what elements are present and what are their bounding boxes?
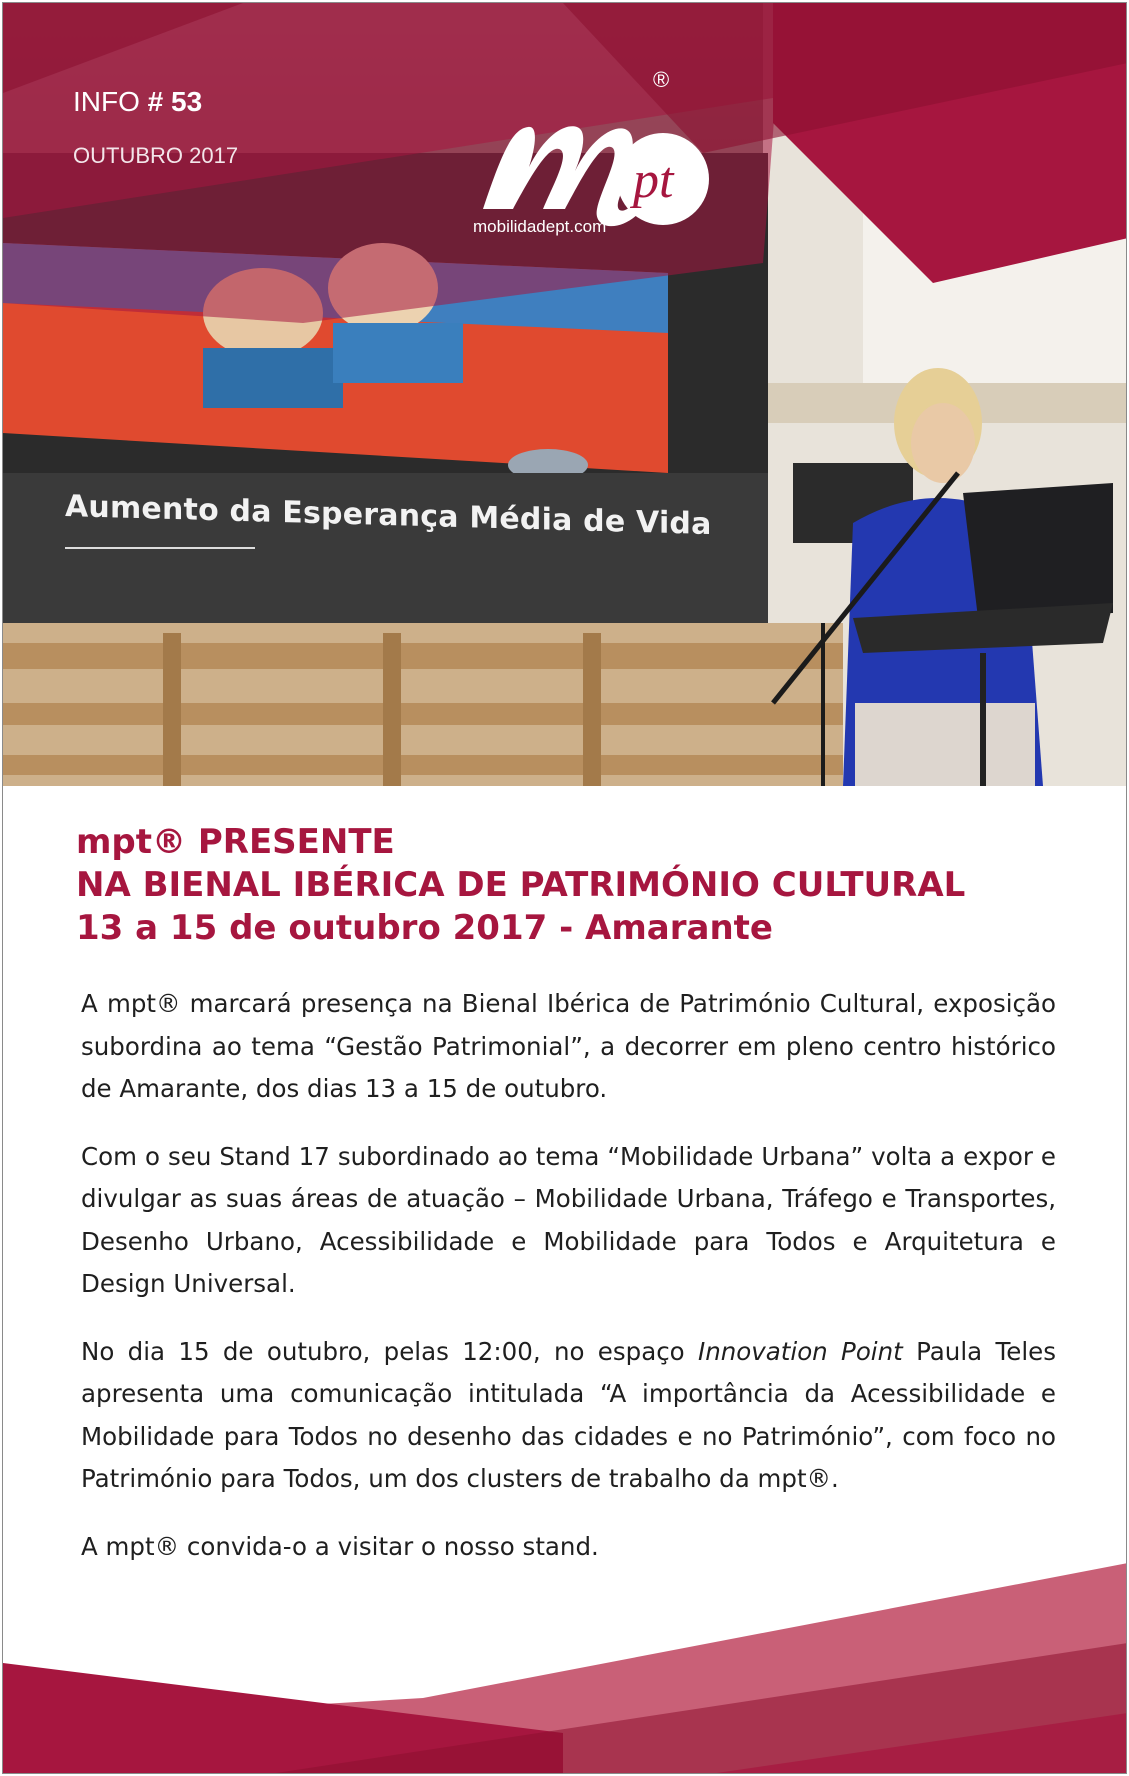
hero-photo [3, 3, 1127, 786]
screen-underline [65, 547, 255, 549]
registered-mark: ® [653, 67, 670, 92]
paragraph-3: No dia 15 de outubro, pelas 12:00, no espaço Innovation Point Paula Teles apresenta uma comunicação intitulada “A importância da Acessibilidade e Mobilidade para Todos no desenho das cidades e no Património”, com foco no Património para Todos, um dos clusters de trabalho da mpt®. [81, 1336, 1056, 1493]
paragraph-4: A mpt® convida-o a visitar o nosso stand. [81, 1531, 599, 1561]
paragraph-2: Com o seu Stand 17 subordinado ao tema “Mobilidade Urbana” volta a expor e divulgar as suas áreas de atuação – Mobilidade Urbana, Tráfego e Transportes, Desenho Urbano, Acessibilidade e Mobilidade para Todos e Arquitetura e Design Universal. [81, 1141, 1056, 1298]
headline-line-2: NA BIENAL IBÉRICA DE PATRIMÓNIO CULTURAL [76, 865, 966, 905]
headline-line-3: 13 a 15 de outubro 2017 - Amarante [76, 908, 773, 948]
headline-line-1: mpt® PRESENTE [76, 822, 395, 862]
newsletter-page [2, 2, 1127, 1774]
svg-text:pt: pt [633, 152, 674, 209]
article-headline [76, 821, 1076, 950]
screen-caption: Aumento da Esperança Média de Vida [65, 488, 712, 543]
issue-number: INFO # 53 [73, 86, 203, 117]
innovation-point-text: Innovation Point [698, 1336, 903, 1366]
footer-decoration [3, 1563, 1127, 1774]
issue-date: OUTUBRO 2017 [73, 143, 239, 168]
logo-website: mobilidadept.com [473, 217, 607, 236]
paragraph-1: A mpt® marcará presença na Bienal Ibérica de Património Cultural, exposição subordina ao tema “Gestão Patrimonial”, a decorrer em pleno centro histórico de Amarante, dos dias 13 a 15 de outubro. [81, 989, 1056, 1103]
article-body [81, 983, 1056, 1593]
